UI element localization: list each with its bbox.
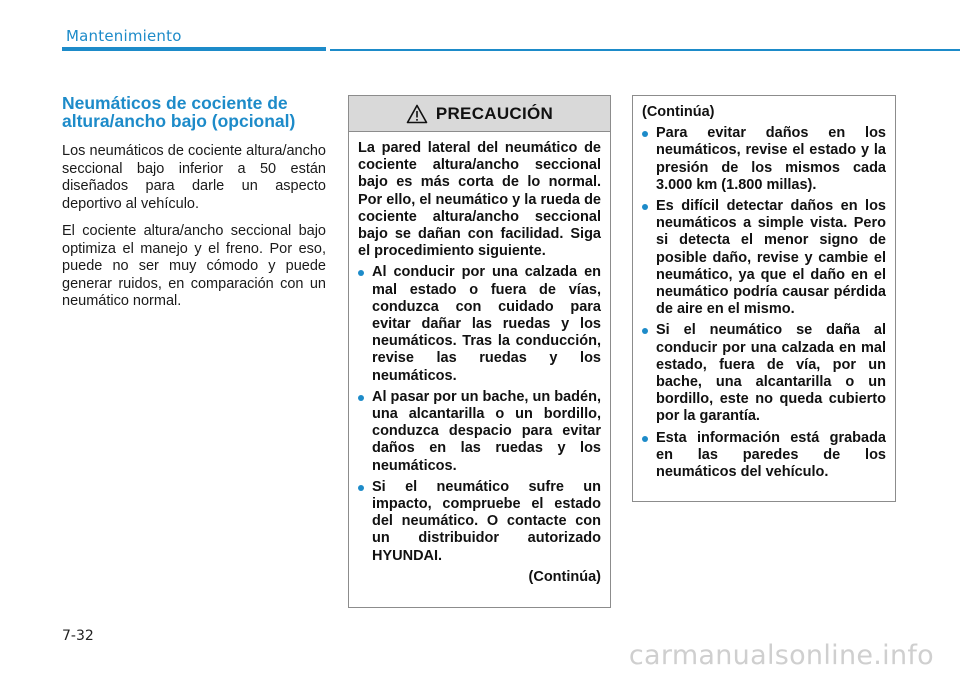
continued-label: (Continúa) [642, 104, 715, 120]
caution-header [349, 96, 610, 132]
list-item: Para evitar daños en los neumáticos, revise el estado y la presión de los mismos cada 3.000 km (1.800 millas). [642, 125, 886, 194]
caution-title: PRECAUCIÓN [435, 103, 554, 123]
watermark: carmanualsonline.info [628, 640, 934, 671]
bullet-icon [358, 270, 364, 276]
bullet-icon [358, 395, 364, 401]
continued-box [632, 95, 896, 502]
list-item: Esta información está grabada en las paredes de los neumáticos del vehículo. [642, 430, 886, 482]
bullet-icon [642, 328, 648, 334]
continued-list [642, 125, 886, 481]
list-item: Al pasar por un bache, un badén, una alcantarilla o un bordillo, conduzca despacio para evitar daños en las ruedas y los neumáticos. [358, 389, 601, 475]
subsection-title: Neumáticos de cociente de altura/ancho bajo (opcional) [62, 93, 296, 131]
bullet-icon [358, 485, 364, 491]
list-item: Si el neumático sufre un impacto, compruebe el estado del neumático. O contacte con un distribuidor autorizado HYUNDAI. [358, 479, 601, 565]
warning-triangle-icon [406, 104, 428, 124]
intro-paragraph-2: El cociente altura/ancho seccional bajo optimiza el manejo y el freno. Por eso, puede no ser muy cómodo y puede generar ruidos, en comparación con un neumático normal. [62, 223, 326, 309]
caution-list [358, 264, 601, 564]
header-rule-thin [330, 49, 960, 51]
header-rule-thick [62, 47, 326, 51]
list-item: Si el neumático se daña al conducir por una calzada en mal estado, fuera de vía, por un bache, una alcantarilla o un bordillo, este no queda cubierto por la garantía. [642, 322, 886, 425]
caution-box [348, 95, 611, 608]
bullet-icon [642, 436, 648, 442]
bullet-icon [642, 131, 648, 137]
intro-column [62, 94, 326, 321]
intro-paragraph-1: Los neumáticos de cociente altura/ancho seccional bajo inferior a 50 están diseñados para darle un aspecto deportivo al vehículo. [62, 143, 326, 212]
page-number: 7-32 [62, 628, 94, 644]
list-item: Al conducir por una calzada en mal estado o fuera de vías, conduzca con cuidado para evitar dañar las ruedas y los neumáticos. Tras la conducción, revise las ruedas y los neumáticos. [358, 264, 601, 384]
list-item: Es difícil detectar daños en los neumáticos a simple vista. Pero si detecta el menor signo de posible daño, revise y cambie el neumático, ya que el daño en el neumático podría causar pérdida de aire en el mismo. [642, 198, 886, 318]
section-title: Mantenimiento [66, 27, 182, 45]
continues-label: (Continúa) [528, 568, 601, 585]
caution-intro: La pared lateral del neumático de cociente altura/ancho seccional bajo es más corta de lo normal. Por ello, el neumático y la rueda de cociente altura/ancho seccional bajo se dañan con facilidad. Siga el procedimiento siguiente. [358, 140, 601, 260]
bullet-icon [642, 204, 648, 210]
